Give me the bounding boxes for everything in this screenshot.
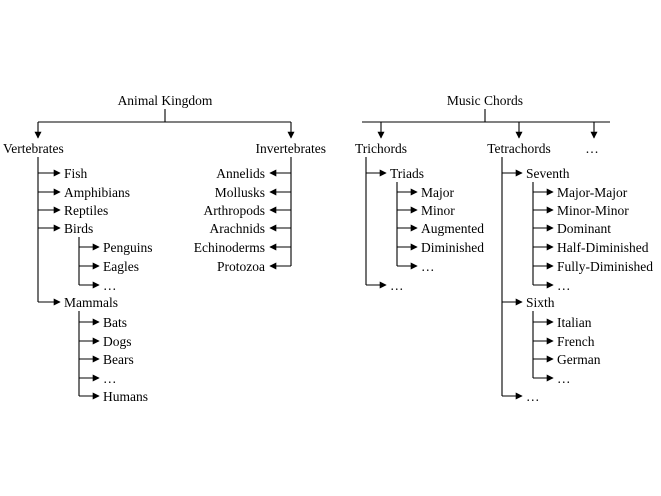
node-fish: Fish	[64, 166, 88, 181]
tetrachords-label: Tetrachords	[487, 141, 551, 156]
vertebrates-label: Vertebrates	[3, 141, 64, 156]
node-augmented: Augmented	[421, 221, 484, 236]
node-seventh-more: …	[557, 278, 571, 293]
node-mollusks: Mollusks	[214, 185, 265, 200]
node-birds-more: …	[103, 278, 117, 293]
node-trichords-more: …	[390, 278, 404, 293]
node-minor-minor: Minor-Minor	[557, 203, 629, 218]
music-more-label: …	[585, 141, 599, 156]
node-humans: Humans	[103, 389, 148, 404]
node-half-diminished: Half-Diminished	[557, 240, 649, 255]
node-seventh: Seventh	[526, 166, 570, 181]
node-triads: Triads	[390, 166, 425, 181]
node-bats: Bats	[103, 315, 128, 330]
node-dogs: Dogs	[103, 334, 132, 349]
invertebrates-label: Invertebrates	[255, 141, 326, 156]
trichords-label: Trichords	[354, 141, 408, 156]
node-protozoa: Protozoa	[217, 259, 265, 274]
node-sixth-more: …	[557, 371, 571, 386]
node-reptiles: Reptiles	[64, 203, 109, 218]
node-triads-more: …	[421, 259, 435, 274]
node-annelids: Annelids	[216, 166, 265, 181]
node-eagles: Eagles	[103, 259, 139, 274]
node-major-major: Major-Major	[557, 185, 628, 200]
node-arthropods: Arthropods	[203, 203, 265, 218]
node-fully-diminished: Fully-Diminished	[557, 259, 654, 274]
node-mammals-more: …	[103, 371, 117, 386]
node-sixth: Sixth	[526, 295, 555, 310]
node-echinoderms: Echinoderms	[193, 240, 265, 255]
node-bears: Bears	[103, 352, 134, 367]
node-tetrachords-more: …	[526, 389, 540, 404]
animal-kingdom-title: Animal Kingdom	[117, 93, 213, 108]
node-penguins: Penguins	[103, 240, 153, 255]
node-dominant: Dominant	[557, 221, 611, 236]
node-italian: Italian	[557, 315, 592, 330]
node-amphibians: Amphibians	[64, 185, 130, 200]
node-arachnids: Arachnids	[209, 221, 265, 236]
node-birds: Birds	[64, 221, 94, 236]
node-major: Major	[421, 185, 454, 200]
music-chords-title: Music Chords	[446, 93, 524, 108]
node-mammals: Mammals	[64, 295, 118, 310]
node-diminished: Diminished	[421, 240, 484, 255]
node-french: French	[557, 334, 595, 349]
node-german: German	[557, 352, 601, 367]
node-minor: Minor	[421, 203, 455, 218]
